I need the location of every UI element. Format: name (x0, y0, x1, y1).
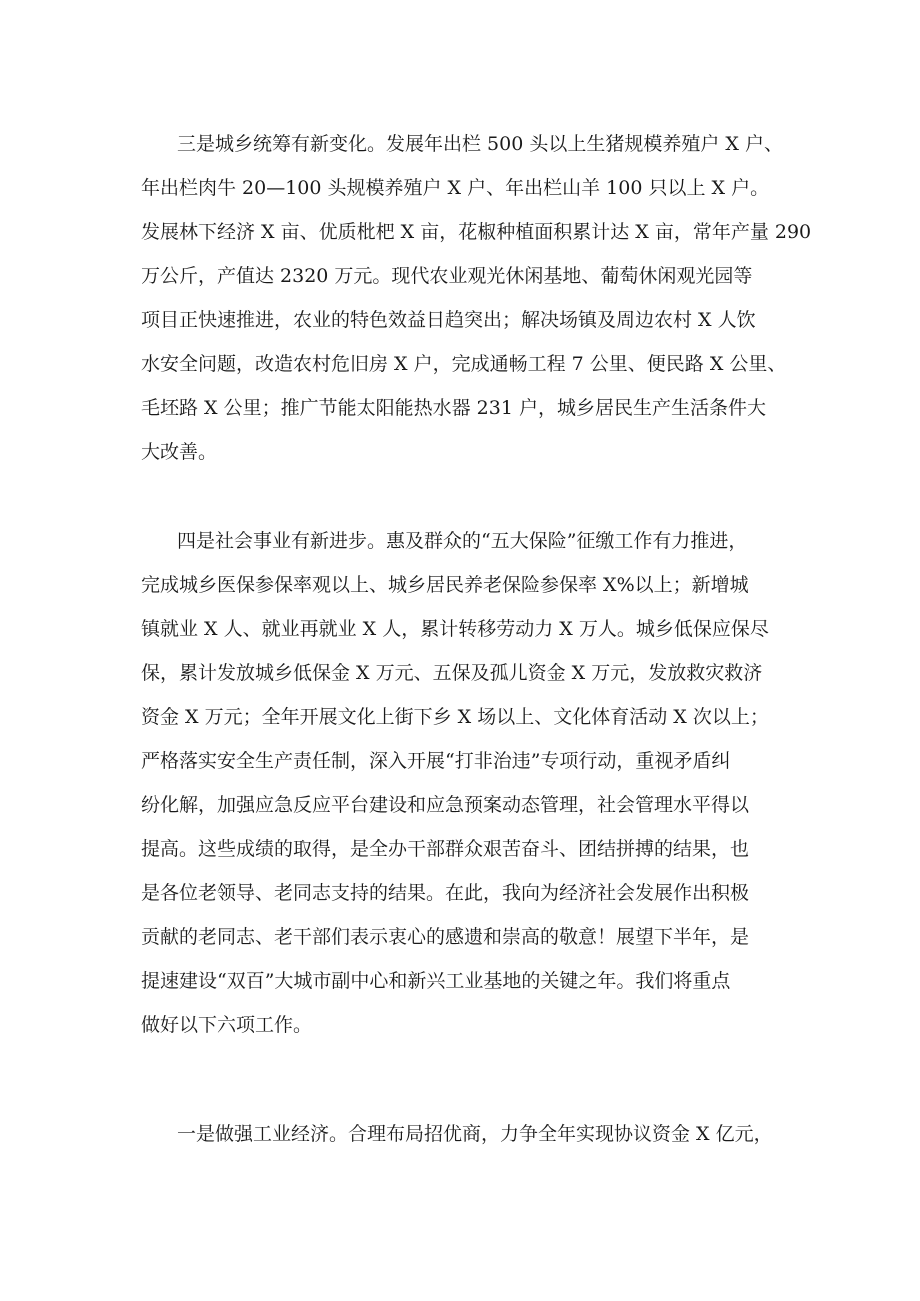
paragraph-line: 镇就业 X 人、就业再就业 X 人，累计转移劳动力 X 万人。城乡低保应保尽 (141, 618, 769, 640)
paragraph-line: 完成城乡医保参保率观以上、城乡居民养老保险参保率 X%以上；新增城 (141, 574, 749, 596)
paragraph-line: 发展林下经济 X 亩、优质枇杷 X 亩，花椒种植面积累计达 X 亩，常年产量 290 (141, 221, 812, 243)
paragraph-line: 三是城乡统筹有新变化。发展年出栏 500 头以上生猪规模养殖户 X 户、 (177, 133, 783, 155)
paragraph-line: 四是社会事业有新进步。惠及群众的“五大保险”征缴工作有力推进， (177, 530, 748, 552)
paragraph-line: 项目正快速推进，农业的特色效益日趋突出；解决场镇及周边农村 X 人饮 (141, 309, 756, 331)
paragraph-line: 一是做强工业经济。合理布局招优商，力争全年实现协议资金 X 亿元， (177, 1123, 773, 1145)
paragraph-line: 是各位老领导、老同志支持的结果。在此，我向为经济社会发展作出积极 (141, 882, 750, 904)
paragraph-line: 资金 X 万元；全年开展文化上街下乡 X 场以上、文化体育活动 X 次以上； (141, 706, 769, 728)
paragraph-line: 提速建设“双百”大城市副中心和新兴工业基地的关键之年。我们将重点 (141, 970, 731, 992)
paragraph-line: 水安全问题，改造农村危旧房 X 户，完成通畅工程 7 公里、便民路 X 公里、 (141, 353, 787, 375)
paragraph-line: 贡献的老同志、老干部们表示衷心的感遗和崇高的敬意！展望下半年，是 (141, 926, 750, 948)
paragraph-line: 提高。这些成绩的取得，是全办干部群众艰苦奋斗、团结拼搏的结果，也 (141, 838, 750, 860)
paragraph-line: 大改善。 (141, 441, 218, 463)
paragraph-line: 年出栏肉牛 20—100 头规模养殖户 X 户、年出栏山羊 100 只以上 X 户。 (141, 177, 770, 199)
paragraph-line: 严格落实安全生产责任制，深入开展“打非治违”专项行动，重视矛盾纠 (141, 750, 731, 772)
paragraph-line: 毛坯路 X 公里；推广节能太阳能热水器 231 户，城乡居民生产生活条件大 (141, 397, 766, 419)
paragraph-line: 保，累计发放城乡低保金 X 万元、五保及孤儿资金 X 万元，发放救灾救济 (141, 662, 763, 684)
paragraph-line: 万公斤，产值达 2320 万元。现代农业观光休闲基地、葡萄休闲观光园等 (141, 265, 753, 287)
paragraph-line: 做好以下六项工作。 (141, 1014, 313, 1036)
paragraph-line: 纷化解，加强应急反应平台建设和应急预案动态管理，社会管理水平得以 (141, 794, 750, 816)
